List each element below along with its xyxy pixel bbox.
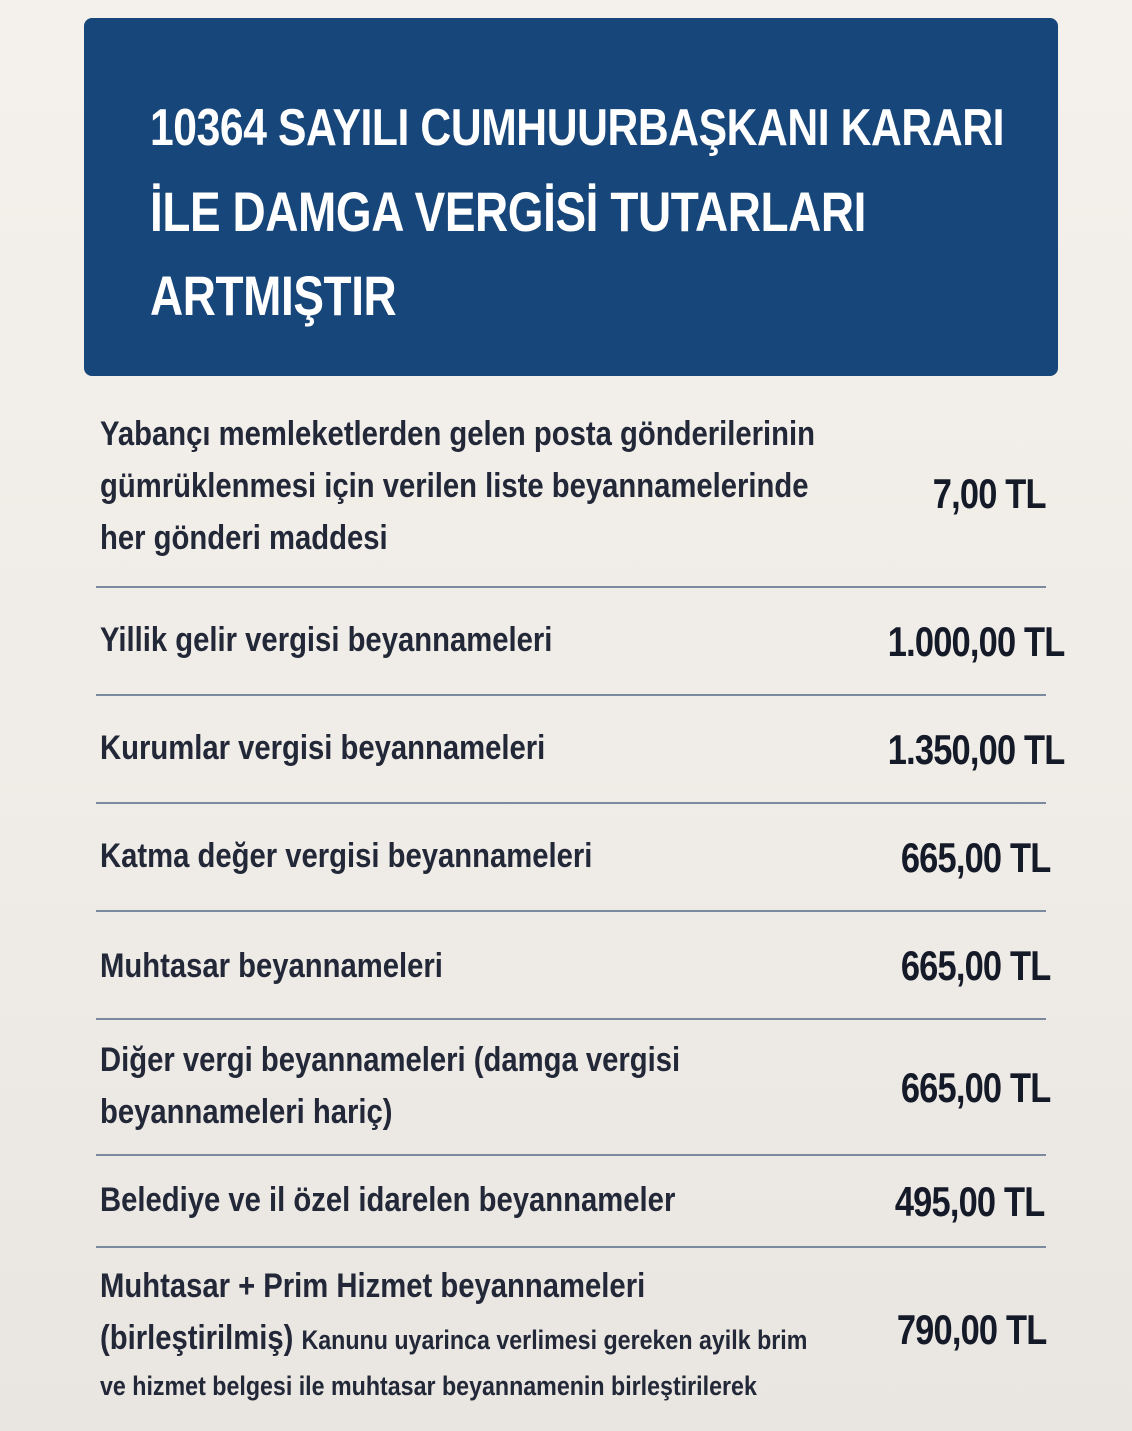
list-item <box>96 912 1050 1020</box>
list-item <box>96 1156 1046 1248</box>
item-value: 665,00 TL <box>900 942 1050 989</box>
item-label-note: ve hizmet belgesi ile muhtasar beyannamenin birleştirilerek <box>100 1371 757 1401</box>
item-label-line: beyannameleri hariç) <box>100 1093 393 1131</box>
list-item <box>96 402 1046 588</box>
list-item <box>96 696 1064 804</box>
tax-amount-list <box>96 402 1064 1408</box>
item-value: 7,00 TL <box>933 470 1046 517</box>
item-label-line: Katma değer vergisi beyannameleri <box>100 837 593 875</box>
list-item <box>96 804 1050 912</box>
item-value: 790,00 TL <box>896 1306 1046 1353</box>
item-value: 1.350,00 TL <box>887 726 1064 773</box>
item-label-line: Muhtasar + Prim Hizmet beyannameleri <box>100 1267 646 1305</box>
list-item <box>96 588 1064 696</box>
item-value: 665,00 TL <box>900 834 1050 881</box>
title-line-3: ARTMIŞTIR <box>150 264 397 327</box>
item-label-line: Belediye ve il özel idarelen beyannameler <box>100 1181 676 1219</box>
item-value: 495,00 TL <box>894 1178 1044 1225</box>
list-item <box>96 1020 1050 1156</box>
item-label-line: her gönderi maddesi <box>100 519 388 557</box>
item-label-line: gümrüklenmesi için verilen liste beyannamelerinde <box>100 467 809 505</box>
item-value: 1.000,00 TL <box>887 618 1064 665</box>
title-banner <box>84 18 1058 376</box>
item-label-line: Yabançı memleketlerden gelen posta gönderilerinin <box>100 415 815 453</box>
title-line-1: 10364 SAYILI CUMHUURBAŞKANI KARARI <box>150 99 1005 157</box>
item-label-line: Diğer vergi beyannameleri (damga vergisi <box>100 1041 681 1079</box>
item-label-part: (birleştirilmiş) <box>100 1319 294 1357</box>
item-label-note: Kanunu uyarinca verlimesi gereken ayilk brim <box>301 1325 808 1355</box>
item-label-line: Kurumlar vergisi beyannameleri <box>100 729 546 767</box>
item-value: 665,00 TL <box>900 1064 1050 1111</box>
list-item <box>96 1248 1046 1408</box>
title-line-2: İLE DAMGA VERGİSİ TUTARLARI <box>150 180 866 243</box>
item-label-note-line <box>100 1358 757 1412</box>
item-label-line: Muhtasar beyannameleri <box>100 947 443 985</box>
item-label-line: Yillik gelir vergisi beyannameleri <box>100 621 553 659</box>
